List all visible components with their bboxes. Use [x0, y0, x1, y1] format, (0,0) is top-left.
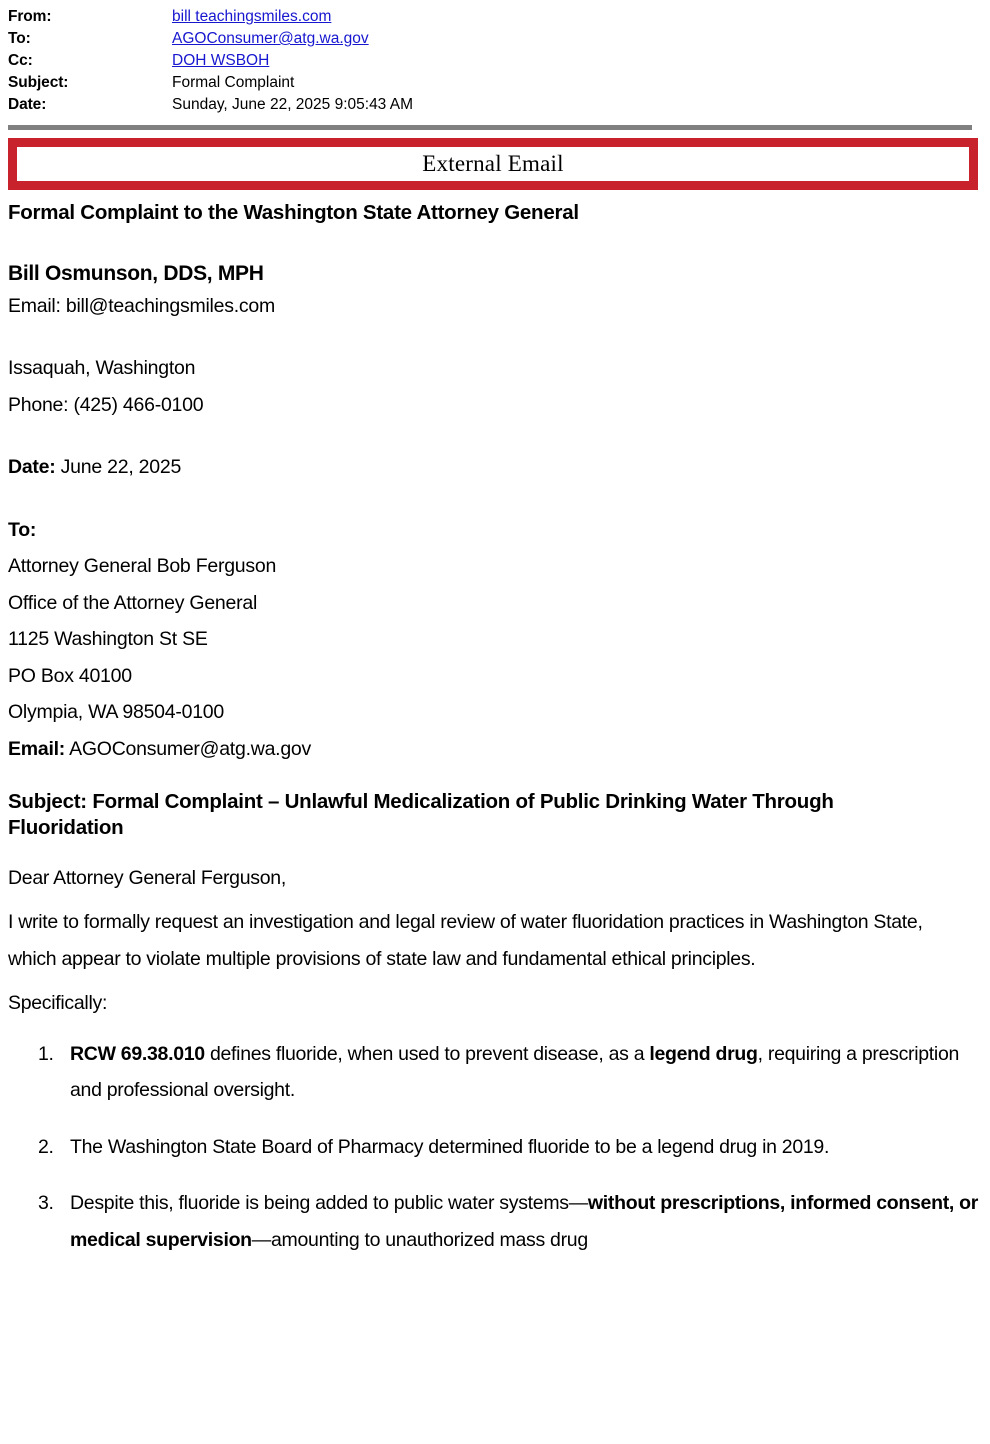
- to-label-text: To:: [8, 518, 37, 541]
- letter-date-label: Date:: [8, 456, 56, 479]
- letter-body: [0, 190, 990, 1258]
- spacer-before-to: [8, 486, 980, 512]
- claim-emphasis: RCW 69.38.010: [70, 1042, 205, 1065]
- recipient-address-line: PO Box 40100: [8, 664, 132, 687]
- header-row: [8, 94, 982, 116]
- recipient-address-line: Office of the Attorney General: [8, 591, 258, 614]
- recipient-address-line: 1125 Washington St SE: [8, 628, 208, 651]
- claim-text: Despite this, fluoride is being added to public water systems—: [70, 1192, 588, 1214]
- recipient-address-line: Olympia, WA 98504-0100: [8, 701, 224, 724]
- spacer-before-specifically: [8, 977, 980, 985]
- claim-text: The Washington State Board of Pharmacy determined fluoride to be a legend drug in 2019.: [70, 1135, 830, 1158]
- claim-text: defines fluoride, when used to prevent disease, as a: [204, 1042, 650, 1065]
- header-field-link[interactable]: bill teachingsmiles.com: [172, 8, 332, 25]
- claim-text: , requiring a prescription and professional oversight.: [70, 1042, 960, 1101]
- external-email-banner: [8, 138, 978, 190]
- claim-emphasis: legend drug: [649, 1042, 758, 1065]
- letter-intro-paragraph: I write to formally request an investigation and legal review of water fluoridation practices in Washington State, which appear to violate multiple provisions of state law and fundamental ethical principles.: [8, 911, 923, 970]
- spacer-before-date: [8, 423, 980, 449]
- specifically-label: Specifically:: [8, 992, 108, 1014]
- sender-name: Bill Osmunson, DDS, MPH: [8, 262, 264, 286]
- sender-email-line: Email: bill@teachingsmiles.com: [8, 294, 275, 317]
- header-field-label: Date:: [8, 96, 47, 113]
- sender-phone-line: Phone: (425) 466-0100: [8, 393, 204, 416]
- external-email-banner-text: External Email: [422, 151, 564, 176]
- header-row: [8, 50, 982, 72]
- recipient-email-line: [8, 731, 980, 768]
- header-field-label: From:: [8, 8, 52, 25]
- sender-city-line: Issaquah, Washington: [8, 357, 196, 380]
- letter-title: Formal Complaint to the Washington State Attorney General: [8, 201, 579, 224]
- letter-date-value: June 22, 2025: [55, 456, 182, 479]
- email-header: [0, 0, 990, 116]
- header-divider-wrap: [0, 116, 990, 130]
- letter-subject-heading: Subject: Formal Complaint – Unlawful Medicalization of Public Drinking Water Through Fluoridation: [8, 790, 834, 840]
- recipient-to-label: [8, 512, 980, 549]
- claims-list: [8, 1036, 980, 1259]
- header-row: [8, 72, 982, 94]
- header-row: [8, 6, 982, 28]
- letter-date-line: [8, 449, 980, 486]
- spacer-after-sender-email: [8, 324, 980, 350]
- header-field-link[interactable]: AGOConsumer@atg.wa.gov: [172, 30, 369, 47]
- claim-item: [8, 1185, 980, 1258]
- external-email-banner-wrap: [0, 130, 990, 190]
- claim-text: —amounting to unauthorized mass drug: [251, 1228, 588, 1251]
- recipient-address-block: [8, 548, 980, 731]
- header-field-value: Sunday, June 22, 2025 9:05:43 AM: [172, 96, 414, 113]
- claim-item: [8, 1036, 980, 1109]
- claim-item: [8, 1129, 980, 1166]
- recipient-email-label: Email:: [8, 737, 66, 760]
- header-field-value: Formal Complaint: [172, 74, 295, 91]
- letter-salutation: Dear Attorney General Ferguson,: [8, 866, 286, 889]
- claim-marker: 2.: [38, 1135, 54, 1158]
- claim-marker: 3.: [38, 1192, 54, 1214]
- header-field-label: Subject:: [8, 74, 69, 91]
- recipient-address-line: Attorney General Bob Ferguson: [8, 555, 277, 578]
- header-field-label: To:: [8, 30, 31, 47]
- claim-emphasis: without prescriptions, informed consent, or medical supervision: [70, 1192, 979, 1251]
- spacer-before-salutation: [8, 852, 980, 860]
- spacer-before-intro: [8, 896, 980, 904]
- recipient-email-value: AGOConsumer@atg.wa.gov: [65, 737, 312, 760]
- header-field-label: Cc:: [8, 52, 33, 69]
- header-row: [8, 28, 982, 50]
- claim-marker: 1.: [38, 1042, 54, 1065]
- header-field-link[interactable]: DOH WSBOH: [172, 52, 270, 69]
